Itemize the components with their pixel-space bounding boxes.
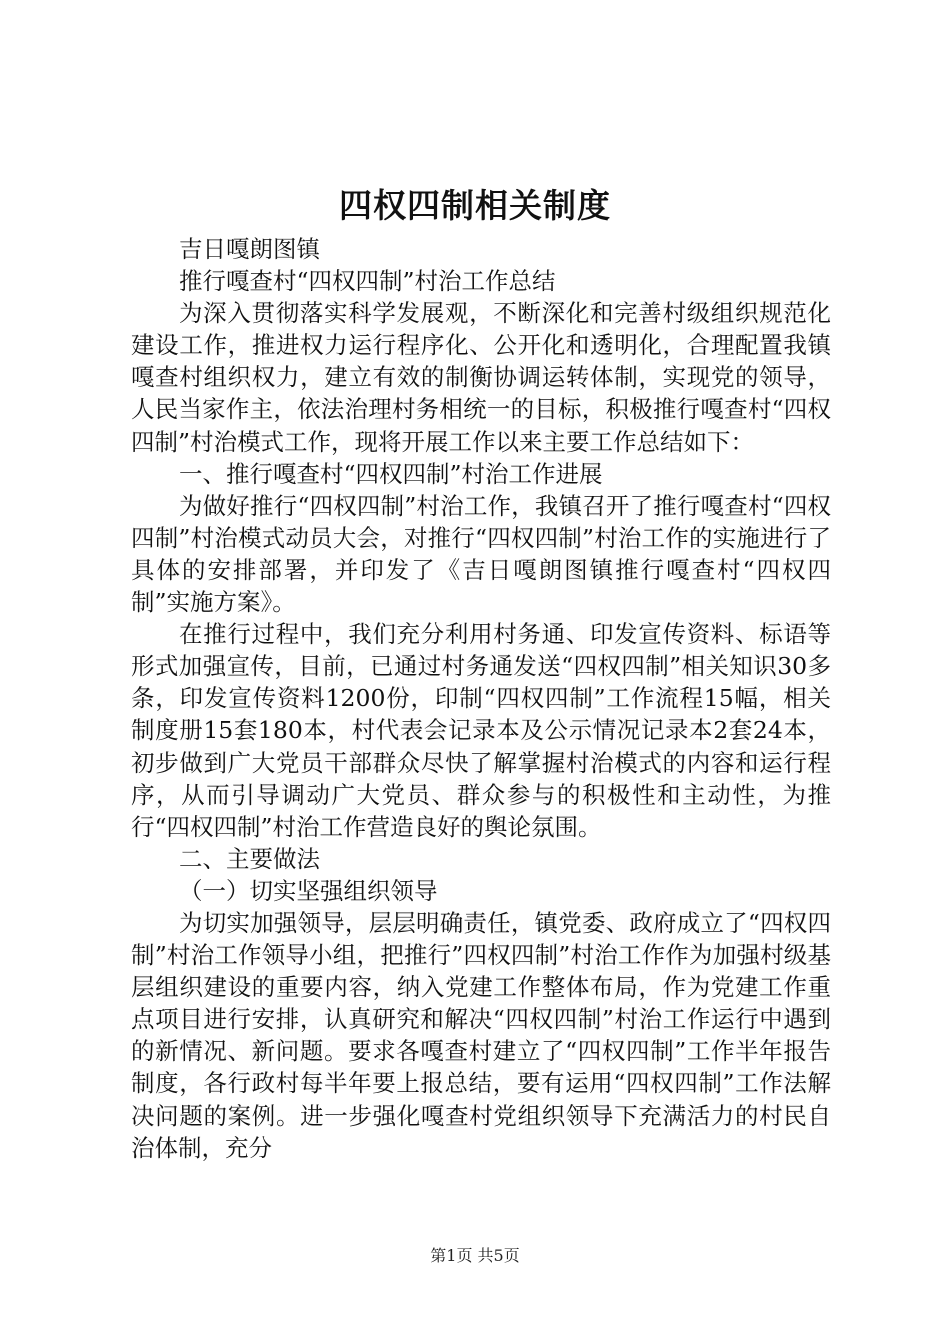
- paragraph-intro: 为深入贯彻落实科学发展观，不断深化和完善村级组织规范化建设工作，推进权力运行程序化、公开化和透明化，合理配置我镇嘎查村组织权力，建立有效的制衡协调运转体制，实现党的领导，人民当家作主，依法治理村务相统一的目标，积极推行嘎查村“四权四制”村治模式工作，现将开展工作以来主要工作总结如下：: [131, 299, 831, 456]
- subsection-heading-leadership: （一）切实坚强组织领导: [179, 876, 438, 905]
- paragraph-progress-2: 在推行过程中，我们充分利用村务通、印发宣传资料、标语等形式加强宣传，目前，已通过村务通发送“四权四制”相关知识30多条，印发宣传资料1200份，印制“四权四制”工作流程15幅，相关制度册15套180本，村代表会记录本及公示情况记录本2套24本，初步做到广大党员干部群众尽快了解掌握村治模式的内容和运行程序，从而引导调动广大党员、群众参与的积极性和主动性，为推行“四权四制”村治工作营造良好的舆论氛围。: [131, 620, 831, 841]
- paragraph-town-name: 吉日嘎朗图镇: [179, 235, 320, 263]
- document-title: 四权四制相关制度: [339, 186, 611, 225]
- paragraph-leadership: 为切实加强领导，层层明确责任，镇党委、政府成立了“四权四制”村治工作领导小组，把推行”四权四制”村治工作作为加强村级基层组织建设的重要内容，纳入党建工作整体布局，作为党建工作重点项目进行安排，认真研究和解决“四权四制”村治工作运行中遇到的新情况、新问题。要求各嘎查村建立了“四权四制”工作半年报告制度，各行政村每半年要上报总结，要有运用“四权四制”工作法解决问题的案例。进一步强化嘎查村党组织领导下充满活力的村民自治体制，充分: [131, 908, 831, 1162]
- paragraph-report-title: 推行嘎查村“四权四制”村治工作总结: [179, 267, 556, 296]
- section-heading-progress: 一、推行嘎查村“四权四制”村治工作进展: [179, 459, 603, 488]
- page-footer: 第1页 共5页: [430, 1246, 520, 1265]
- document-body: [131, 233, 831, 1164]
- paragraph-progress-1: 为做好推行“四权四制”村治工作，我镇召开了推行嘎查村“四权四制”村治模式动员大会，对推行“四权四制”村治工作的实施进行了具体的安排部署，并印发了《吉日嘎朗图镇推行嘎查村“四权四制”实施方案》。: [131, 491, 831, 617]
- section-heading-methods: 二、主要做法: [179, 844, 320, 873]
